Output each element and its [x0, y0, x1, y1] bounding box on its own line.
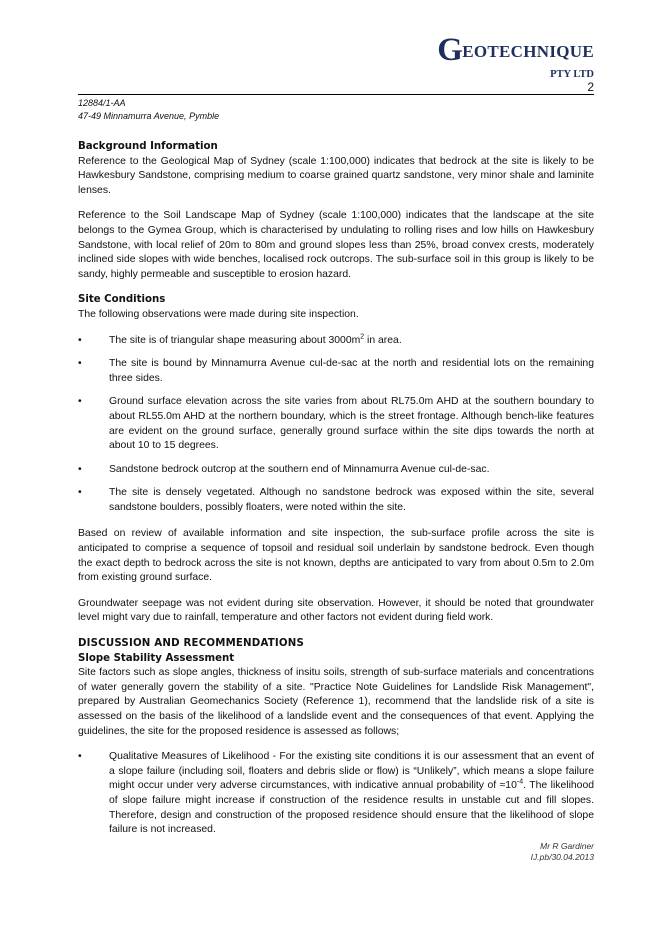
- paragraph-groundwater: Groundwater seepage was not evident during site observation. However, it should be noted that groundwater level might vary due to rainfall, temperature and other factors not evident during field work.: [78, 597, 594, 624]
- site-observations-list: [78, 334, 594, 516]
- logo-rest: EOTECHNIQUE: [462, 42, 594, 61]
- superscript: -4: [516, 778, 524, 786]
- list-item-text: The site is bound by Minnamurra Avenue cul-de-sac at the north and residential lots on the remaining three sides.: [109, 358, 594, 384]
- paragraph-slope-factors: Site factors such as slope angles, thickness of insitu soils, strength of sub-surface materials and concentrations of water generally govern the stability of a site. "Practice Note Guidelines for Landslide Risk Management", prepared by Australian Geomechanics Society (Reference 1), recommend that the landslide risk of a site is assessed on the basis of the likelihood of a landslide event and the consequences of that event. Applying the guidelines, the site for the proposed residence is assessed as follows;: [78, 667, 594, 737]
- subheading-slope-stability: Slope Stability Assessment: [78, 652, 235, 664]
- author-name: Mr R Gardiner: [540, 841, 594, 851]
- job-number: 12884/1-AA: [78, 98, 126, 108]
- list-item-text: Sandstone bedrock outcrop at the southern end of Minnamurra Avenue cul-de-sac.: [109, 463, 490, 475]
- list-item: [78, 395, 594, 453]
- heading-discussion: DISCUSSION AND RECOMMENDATIONS: [78, 638, 304, 650]
- list-item-text: The site is densely vegetated. Although no sandstone bedrock was exposed within the site, several sandstone boulders, possibly floaters, were noted within the site.: [109, 487, 594, 513]
- site-address: 47-49 Minnamurra Avenue, Pymble: [78, 111, 220, 121]
- paragraph-subsurface-profile: Based on review of available information and site inspection, the sub-surface profile across the site is anticipated to comprise a sequence of topsoil and residual soil underlain by sandstone bedrock. Even though the exact depth to bedrock across the site is not known, depths are anticipated to vary from about 0.5m to 2.0m from existing ground surface.: [78, 528, 594, 584]
- logo-initial: G: [437, 32, 464, 68]
- assessment-list: [78, 750, 594, 838]
- bullet-icon: •: [78, 396, 82, 408]
- initials-date: IJ.pb/30.04.2013: [530, 852, 594, 862]
- list-item-text: The site is of triangular shape measuring about 3000m: [109, 334, 361, 346]
- bullet-icon: •: [78, 334, 82, 346]
- footer-signature: [531, 841, 594, 863]
- paragraph-site-intro: The following observations were made during site inspection.: [78, 308, 359, 320]
- header-rule: [78, 94, 594, 95]
- list-item: [78, 463, 594, 478]
- superscript: 2: [360, 333, 365, 341]
- logo-subtitle: PTY LTD: [550, 69, 594, 80]
- list-item: [78, 750, 594, 838]
- list-item-text: Ground surface elevation across the site varies from about RL75.0m AHD at the southern boundary to about RL55.0m AHD at the northern boundary, which is the street frontage. Although bench-like features are evident on the ground surface, generally ground surface within the site dips towards the north at about 10 to 15 degrees.: [109, 396, 594, 452]
- list-item-text-end: . The likelihood of slope failure might increase if construction of the residence results in unstable cut and fill slopes. Therefore, design and construction of the proposed residence should ensure that the likelihood of slope failure is not increased.: [109, 780, 594, 836]
- bullet-icon: •: [78, 487, 82, 499]
- document-reference: [78, 97, 219, 123]
- list-item-text-end: in area.: [364, 334, 402, 346]
- list-item: [78, 486, 594, 515]
- list-item: [78, 334, 594, 349]
- paragraph-geology: Reference to the Geological Map of Sydney (scale 1:100,000) indicates that bedrock at the site is likely to be Hawkesbury Sandstone, comprising medium to coarse grained quartz sandstone, very minor shale and laminite lenses.: [78, 155, 594, 196]
- document-body: [78, 140, 594, 850]
- heading-background: Background Information: [78, 141, 218, 152]
- heading-site-conditions: Site Conditions: [78, 294, 166, 306]
- list-item-text: Qualitative Measures of Likelihood - For the existing site conditions it is our assessment that an event of a slope failure (including soil, floaters and debris slide or flow) is “Unlikely”, which means a slope failure might occur under very adverse circumstances, with indicative annual probability of ≈10: [109, 751, 594, 792]
- company-logo: [437, 34, 594, 80]
- page-number: 2: [587, 80, 594, 94]
- list-item: [78, 357, 594, 386]
- bullet-icon: •: [78, 751, 82, 763]
- paragraph-soil-landscape: Reference to the Soil Landscape Map of Sydney (scale 1:100,000) indicates that the landscape at the site belongs to the Gymea Group, which is characterised by undulating to rolling rises and low hills on Hawkesbury Sandstone, with local relief of 20m to 80m and ground slopes less than 25%, broad convex crests, moderately inclined side slopes with wide benches, localised rock outcrops. The sub-surface soil in this group is likely to be sandy, highly permeable and susceptible to erosion hazard.: [78, 210, 594, 280]
- bullet-icon: •: [78, 463, 82, 475]
- logo-wordmark: [437, 34, 594, 67]
- bullet-icon: •: [78, 358, 82, 370]
